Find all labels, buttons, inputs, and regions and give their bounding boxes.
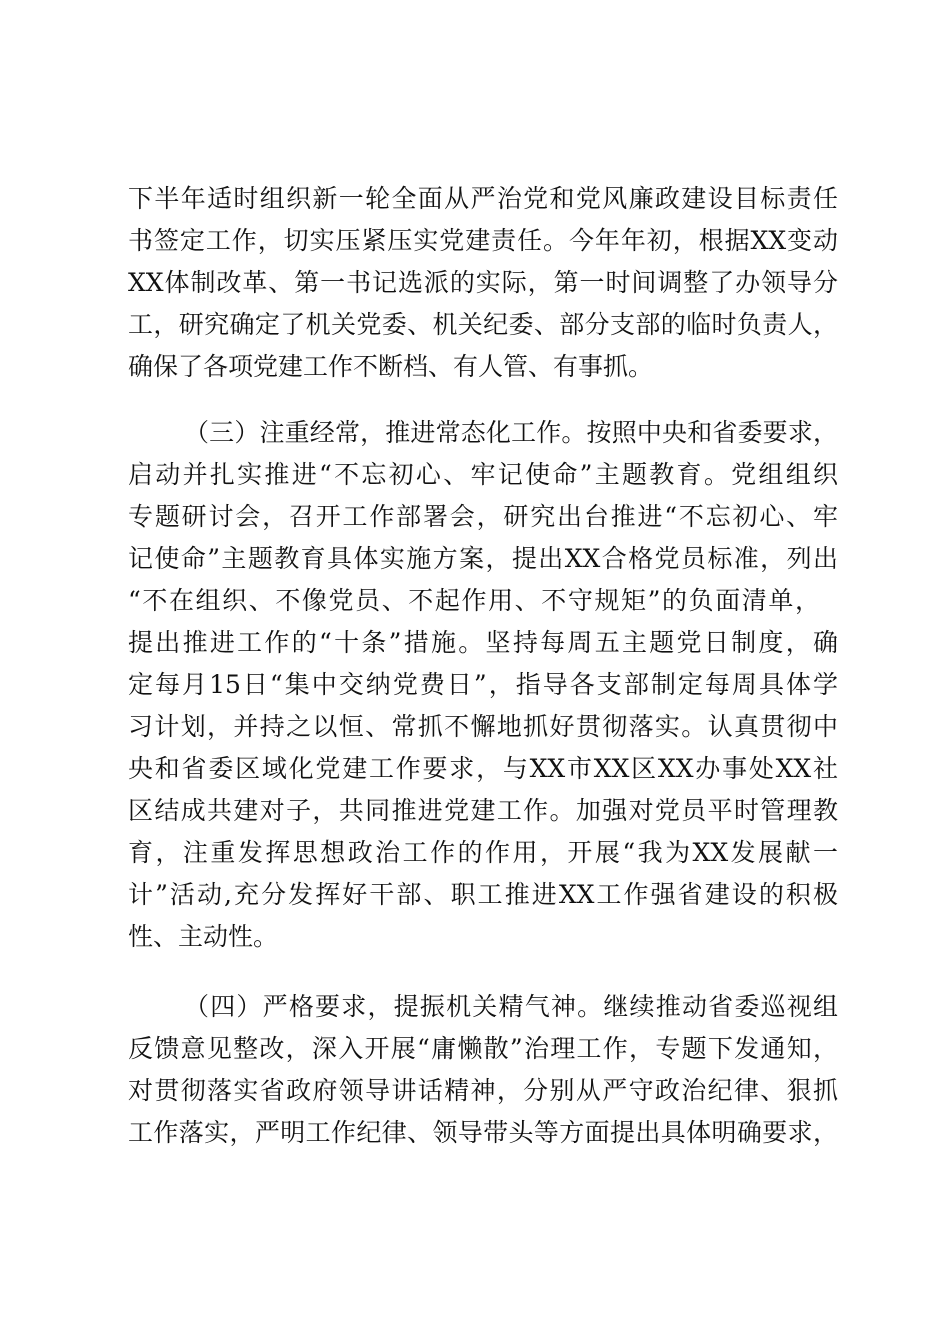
text-line: 记使命”主题教育具体实施方案，提出XX合格党员标准，列出 — [128, 544, 838, 573]
text-line: 反馈意见整改，深入开展“庸懒散”治理工作，专题下发通知， — [128, 1034, 838, 1063]
text-line: 央和省委区域化党建工作要求，与XX市XX区XX办事处XX社 — [128, 754, 838, 783]
text-line: 书签定工作，切实压紧压实党建责任。今年年初，根据XX变动 — [128, 226, 838, 255]
text-line: 启动并扎实推进“不忘初心、牢记使命”主题教育。党组组织 — [128, 460, 838, 489]
section-heading-4: （四）严格要求，提振机关精气神。继续推动省委巡视组 — [184, 992, 838, 1021]
text-line: 下半年适时组织新一轮全面从严治党和党风廉政建设目标责任 — [128, 184, 838, 213]
text-line: 对贯彻落实省政府领导讲话精神，分别从严守政治纪律、狠抓 — [128, 1076, 838, 1105]
text-line: 工，研究确定了机关党委、机关纪委、部分支部的临时负责人， — [128, 310, 838, 339]
text-line: 专题研讨会，召开工作部署会，研究出台推进“不忘初心、牢 — [128, 502, 838, 531]
text-line: 定每月15日“集中交纳党费日”，指导各支部制定每周具体学 — [128, 670, 838, 699]
text-line: XX体制改革、第一书记选派的实际，第一时间调整了办领导分 — [128, 268, 838, 297]
text-line: “不在组织、不像党员、不起作用、不守规矩”的负面清单， — [128, 586, 820, 615]
text-line: 区结成共建对子，共同推进党建工作。加强对党员平时管理教 — [128, 796, 838, 825]
text-line: 提出推进工作的“十条”措施。坚持每周五主题党日制度，确 — [128, 628, 838, 657]
text-line: 习计划，并持之以恒、常抓不懈地抓好贯彻落实。认真贯彻中 — [128, 712, 838, 741]
text-line: 计”活动,充分发挥好干部、职工推进XX工作强省建设的积极 — [128, 880, 838, 909]
text-line: 工作落实，严明工作纪律、领导带头等方面提出具体明确要求， — [128, 1118, 838, 1147]
text-line: 性、主动性。 — [128, 922, 279, 951]
text-line: 确保了各项党建工作不断档、有人管、有事抓。 — [128, 352, 654, 381]
section-heading-3: （三）注重经常，推进常态化工作。按照中央和省委要求， — [184, 418, 838, 447]
text-line: 育，注重发挥思想政治工作的作用，开展“我为XX发展献一 — [128, 838, 838, 867]
